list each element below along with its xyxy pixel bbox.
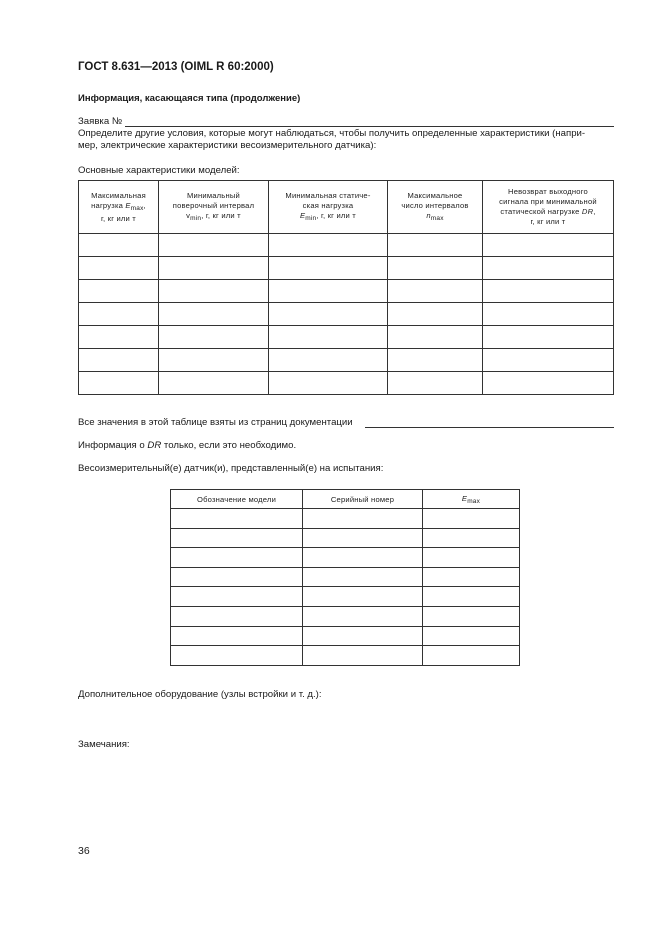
- page-number: 36: [78, 845, 90, 857]
- application-label: Заявка №: [78, 116, 123, 127]
- remarks-text: Замечания:: [78, 739, 130, 750]
- application-number-line: [125, 126, 614, 127]
- loadcells-table-header: [171, 490, 520, 509]
- table-row: [79, 303, 614, 326]
- section-title: Информация, касающаяся типа (продолжение): [78, 93, 301, 104]
- other-conditions-line-1: Определите другие условия, которые могут наблюдаться, чтобы получить определенные характеристики (напри-: [78, 128, 586, 139]
- values-source-line: [365, 427, 614, 428]
- table-row: [171, 567, 520, 587]
- col-dr: Невозврат выходного сигнала при минимальной статической нагрузке DR, г, кг или т: [483, 181, 614, 234]
- col-serial: Серийный номер: [303, 490, 423, 509]
- table-row: [171, 606, 520, 626]
- models-table-caption: Основные характеристики моделей:: [78, 165, 240, 176]
- table-row: [79, 349, 614, 372]
- col-emax: $E_{max}$: [423, 490, 520, 509]
- models-table: [78, 180, 614, 395]
- table-row: [171, 646, 520, 666]
- models-table-header: [79, 181, 614, 234]
- table-row: [171, 548, 520, 568]
- loadcells-caption: Весоизмерительный(е) датчик(и), представленный(е) на испытания:: [78, 463, 384, 474]
- table-row: [171, 626, 520, 646]
- table-row: [79, 372, 614, 395]
- loadcells-table: [170, 489, 520, 666]
- standard-header: ГОСТ 8.631—2013 (OIML R 60:2000): [78, 61, 274, 73]
- additional-equipment-text: Дополнительное оборудование (узлы встройки и т. д.):: [78, 689, 322, 700]
- table-row: [79, 234, 614, 257]
- other-conditions-text: [78, 128, 618, 152]
- table-row: [171, 587, 520, 607]
- table-row: [79, 326, 614, 349]
- other-conditions-line-2: мер, электрические характеристики весоизмерительного датчика):: [78, 140, 377, 151]
- table-row: [171, 528, 520, 548]
- col-min-interval: Минимальный поверочный интервал $v_{min}$, г, кг или т: [159, 181, 269, 234]
- col-max-intervals: Максимальное число интервалов $n_{max}$: [388, 181, 483, 234]
- table-row: [79, 280, 614, 303]
- col-model: Обозначение модели: [171, 490, 303, 509]
- table-row: [79, 257, 614, 280]
- dr-info-text: Информация о DR только, если это необходимо.: [78, 440, 297, 451]
- values-source-text: Все значения в этой таблице взяты из страниц документации: [78, 417, 353, 428]
- col-min-static-load: Минимальная статиче- ская нагрузка $E_{min}$, г, кг или т: [269, 181, 388, 234]
- col-max-load: Максимальная нагрузка $E_{max}$, г, кг или т: [79, 181, 159, 234]
- table-row: [171, 509, 520, 529]
